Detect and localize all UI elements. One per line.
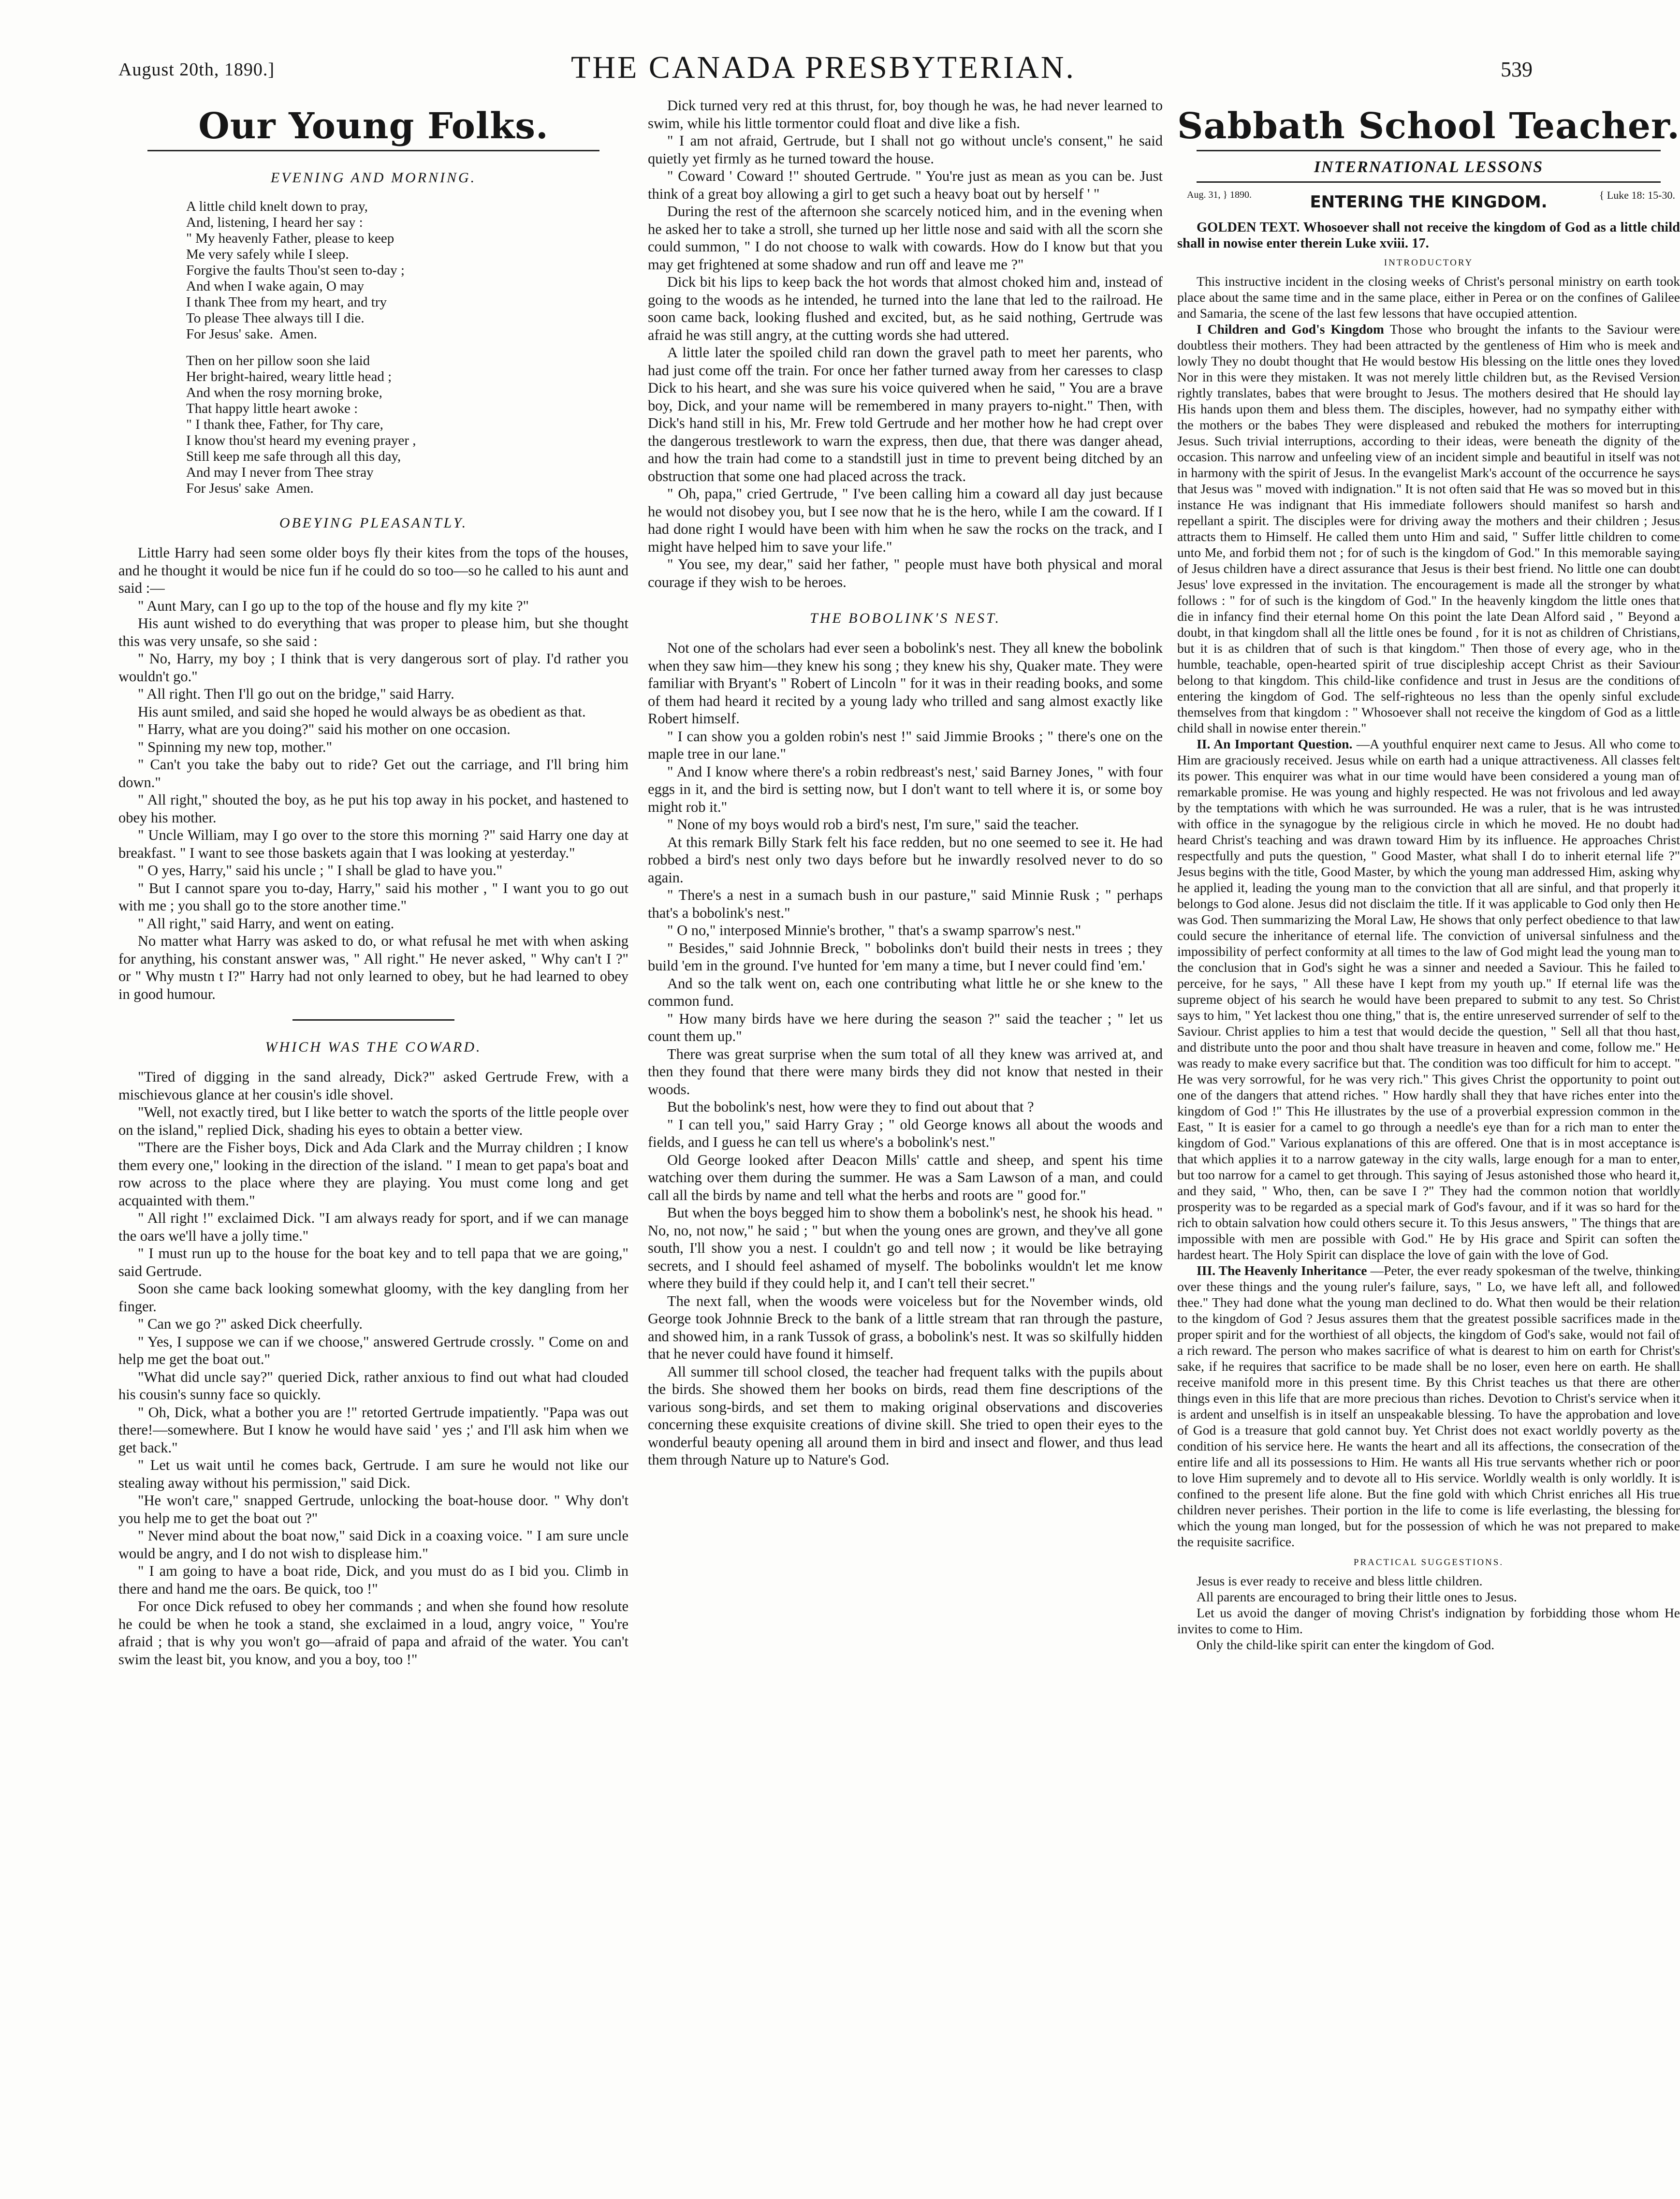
paragraph: During the rest of the afternoon she scarcely noticed him, and in the evening when he asked her to take a stroll, she turned up her little nose and said with all the scorn she could summon, " I do not choose to walk with cowards. How do I know but that you may get frightened at some shadow and run off and leave me ?" [648, 203, 1163, 273]
section-heading: I Children and God's Kingdom [1197, 321, 1390, 337]
lesson-reference: { Luke 18: 15-30. [1599, 189, 1675, 201]
poem-line: " I thank thee, Father, for Thy care, [186, 417, 383, 432]
paragraph: " I must run up to the house for the boat key and to tell papa that we are going," said Gertrude. [118, 1245, 628, 1279]
story-title: THE BOBOLINK'S NEST. [809, 610, 1001, 626]
divider [292, 1019, 454, 1021]
page-number: 539 [1501, 58, 1533, 81]
golden-text: GOLDEN TEXT. Whosoever shall not receive the kingdom of God as a little child shall in nowise enter therein Luke xviii. 17. [1177, 220, 1680, 251]
poem-stanza [186, 199, 628, 342]
issue-date: August 20th, 1890.] [118, 59, 275, 80]
paragraph: " But I cannot spare you to-day, Harry," said his mother , " I want you to go out with me ; you shall go to the store another time." [118, 880, 628, 914]
paragraph: " O no," interposed Minnie's brother, " that's a swamp sparrow's nest." [667, 922, 1081, 938]
right-column [1177, 97, 1680, 2176]
poem-line: Me very safely while I sleep. [186, 247, 349, 262]
paragraph: " None of my boys would rob a bird's nest, I'm sure," said the teacher. [667, 816, 1079, 833]
section-masthead: Our Young Folks. [198, 105, 549, 147]
poem-line: A little child knelt down to pray, [186, 199, 368, 214]
paragraph: Let us avoid the danger of moving Christ's indignation by forbidding those whom He invites to come to Him. [1177, 1605, 1680, 1636]
poem-line: Her bright-haired, weary little head ; [186, 369, 392, 384]
paragraph: Soon she came back looking somewhat gloomy, with the key dangling from her finger. [118, 1280, 628, 1315]
paragraph: " Oh, papa," cried Gertrude, " I've been calling him a coward all day just because he would not disobey you, but I see now that he is the hero, while I am the coward. If I had done right I would have been with him when he saw the rocks on the track, and I might have helped him to save your life." [648, 485, 1163, 555]
poem-line: And, listening, I heard her say : [186, 215, 363, 230]
paragraph: "He won't care," snapped Gertrude, unlocking the boat-house door. " Why don't you help me to get the boat out ?" [118, 1492, 628, 1526]
paragraph: " And I know where there's a robin redbreast's nest,' said Barney Jones, " with four eggs in it, and the bird is setting now, but I don't want to tell where it is, or some boy might rob it." [648, 763, 1163, 815]
paragraph: " How many birds have we here during the season ?" said the teacher ; " let us count them up." [648, 1010, 1163, 1044]
divider [147, 150, 599, 151]
section-heading: III. The Heavenly Inheritance [1197, 1262, 1371, 1278]
lesson-heading [1177, 190, 1680, 220]
paragraph: " Let us wait until he comes back, Gertrude. I am sure he would not like our stealing away without his permission," said Dick. [118, 1457, 628, 1491]
divider [1197, 181, 1661, 183]
poem-line: And when the rosy morning broke, [186, 385, 382, 400]
paragraph: " Oh, Dick, what a bother you are !" retorted Gertrude impatiently. "Papa was out there!—somewhere. But I know he would have said ' yes ;' and I'll ask him when we get back." [118, 1404, 628, 1456]
practical-label: PRACTICAL SUGGESTIONS. [1353, 1557, 1504, 1568]
divider [1197, 150, 1661, 151]
paragraph: All summer till school closed, the teacher had frequent talks with the pupils about the birds. She showed them her books on birds, read them fine descriptions of the various song-birds, and set them to making original observations and discoveries concerning these exquisite creations of divine skill. She tried to open their eyes to the wonderful beauty opening all around them in bird and insect and flower, and thus lead them through Nature up to Nature's God. [648, 1363, 1163, 1468]
poem-line: And when I wake again, O may [186, 279, 365, 294]
paragraph: " Coward ' Coward !" shouted Gertrude. " You're just as mean as you can be. Just think of a great boy allowing a girl to get such a heavy boat out by herself ' " [648, 168, 1163, 202]
story-body [648, 639, 1163, 1469]
story-title: WHICH WAS THE COWARD. [265, 1039, 482, 1055]
paragraph: " All right !" exclaimed Dick. "I am always ready for sport, and if we can manage the oars we'll have a jolly time." [118, 1210, 628, 1244]
poem-line: Still keep me safe through all this day, [186, 449, 401, 464]
paragraph: A little later the spoiled child ran down the gravel path to meet her parents, who had just come off the train. For once her father turned away from her caresses to clasp Dick to his heart, and she was sure his voice quivered when he said, " You are a brave boy, Dick, and your name will be remembered in many prayers to-night." Then, with Dick's hand still in his, Mr. Frew told Gertrude and her mother how he had crept over the dangerous trestlework to warn the express, then due, that there was danger ahead, and how the train had come to a standstill just in time to prevent being ditched by an obstruction that some one had placed across the track. [648, 344, 1163, 484]
paragraph: His aunt smiled, and said she hoped he would always be as obedient as that. [138, 703, 586, 720]
lesson-section [1177, 736, 1680, 1262]
paragraph: " Yes, I suppose we can if we choose," answered Gertrude crossly. " Come on and help me get the boat out." [118, 1333, 628, 1367]
paragraph: Jesus is ever ready to receive and bless little children. [1197, 1573, 1483, 1588]
poem-line: For Jesus' sake Amen. [186, 481, 314, 496]
section-text: —A youthful enquirer next came to Jesus. All who come to Him are graciously received. Jesus while on earth had a unique attractiveness. All classes felt its power. This enquirer was what in our time would have been considered a young man of remarkable promise. He was young and highly respected. He was not frivolous and led away by the temptations with which he was surrounded. He was a ruler, that is he was intrusted with office in the synagogue by the religious circle in which he moved. He no doubt had heard Christ's teaching and was drawn toward Him by its influence. He approaches Christ respectfully and puts the question, " Good Master, what shall I do to inherit eternal life ?" Jesus begins with the title, Good Master, by which the young man addressed Him, asking why he applied it, leading the young man to the conviction that all are sinful, and that properly it belongs to God alone. Jesus did not disclaim the title. If it was applicable to God only then He was God. Then summarizing the Moral Law, He shows that only perfect obedience to that law could secure the inheritance of eternal life. The conviction of universal sinfulness and the impossibility of perfect conformity at all times to the law of God might lead the young man to the conclusion that in God's sight he was a sinner and needed a Saviour. This he failed to perceive, for he says, " All these have I kept from my youth up." If eternal life was the supreme object of his search he would have been prepared to submit to any test. So Christ says to him, " Yet lackest thou one thing," that is, the entire unreserved surrender of self to the Saviour. Christ applies to him a test that would decide the question, " Sell all that thou hast, and distribute unto the poor and thou shalt have treasure in heaven and come, follow me." He was ready to make every sacrifice but that. The condition was too difficult for him to accept. " He was very sorrowful, for he was very rich." This gives Christ the opportunity to point out one of the dangers that attend riches. " How hardly shall they that have riches enter into the kingdom of God !" This He illustrates by the use of a proverbial expression common in the East, " It is easier for a camel to go through a needle's eye than for a rich man to enter the kingdom of God." Various explanations of this are offered. One that is in most acceptance is that which applies it to a narrow gateway in the city walls, large enough for a man to enter, but too narrow for a camel to get through. This saying of Jesus astonished those who heard it, and they said, " Who, then, can be save I ?" They had the common notion that worldly prosperity was to be regarded as a special mark of God's favour, and if it was so hard for the rich to obtain salvation how could others secure it. To this Jesus answers, " The things that are impossible with men are possible with God." He by His grace and Spirit can soften the hardest heart. The Holy Spirit can displace the love of gain with the love of God. [1177, 736, 1680, 1262]
paragraph: The next fall, when the woods were voiceless but for the November winds, old George took Johnnie Breck to the bank of a little stream that ran through the pasture, and showed him, in a rank Tussok of grass, a bobolink's nest. It was so skilfully hidden that he never could have found it himself. [648, 1292, 1163, 1362]
left-column [118, 97, 628, 2176]
story-body [118, 1068, 628, 1668]
paragraph: "Tired of digging in the sand already, Dick?" asked Gertrude Frew, with a mischievous glance at her cousin's idle shovel. [118, 1069, 628, 1103]
paragraph: "What did uncle say?" queried Dick, rather anxious to find out what had clouded his cousin's sunny face so quickly. [118, 1368, 628, 1403]
story-body [118, 544, 628, 1003]
lesson-date: Aug. 31, } 1890. [1187, 190, 1252, 200]
paragraph: " All right. Then I'll go out on the bridge," said Harry. [138, 686, 454, 702]
paragraph: " Aunt Mary, can I go up to the top of the house and fly my kite ?" [138, 597, 529, 614]
paragraph: But the bobolink's nest, how were they to find out about that ? [667, 1099, 1034, 1115]
section-heading: II. An Important Question. [1197, 736, 1357, 751]
lesson-section [1177, 321, 1680, 736]
poem-line: I know thou'st heard my evening prayer , [186, 433, 416, 448]
lesson-sections [1177, 321, 1680, 1550]
intro-text: This instructive incident in the closing weeks of Christ's personal ministry on earth took place about the same time and in the same place, either in Perea or on the confines of Galilee and Samaria, the scene of the last few lessons that have occupied attention. [1177, 273, 1680, 321]
paragraph: For once Dick refused to obey her commands ; and when she found how resolute he could be when he took a stand, she exclaimed in a loud, angry voice, " You're afraid ; that is why you won't go—afraid of papa and afraid of the water. You can't swim the least bit, you know, and you a boy, too !" [118, 1598, 628, 1668]
paragraph: Not one of the scholars had ever seen a bobolink's nest. They all knew the bobolink when they saw him—they knew his song ; they knew his shy, Quaker mate. They were familiar with Bryant's " Robert of Lincoln " for it was in their reading books, and some of them had heard it recited by a young lady who trilled and sang almost exactly like Robert himself. [648, 640, 1163, 727]
section-subhead: INTERNATIONAL LESSONS [1314, 158, 1544, 176]
paragraph: " Harry, what are you doing?" said his mother on one occasion. [138, 721, 511, 737]
poem-line: Forgive the faults Thou'st seen to-day ; [186, 263, 405, 278]
paragraph: But when the boys begged him to show them a bobolink's nest, he shook his head. " No, no, not now," he said ; " but when the young ones are grown, and they've all gone south, I'll show you a nest. I couldn't go and tell now ; it would be like betraying secrets, and I should feel ashamed of myself. The bobolinks wouldn't let me know where they build if they could help it, and I can't tell their secret." [648, 1204, 1163, 1291]
poem-line: That happy little heart awoke : [186, 401, 358, 416]
paragraph: Dick bit his lips to keep back the hot words that almost choked him and, instead of going to the woods as he intended, he turned into the lane that led to the railroad. He soon came back, looking flushed and excited, but, as he said nothing, Gertrude was afraid he was still angry, at the cutting words she had uttered. [648, 274, 1163, 343]
paragraph: " Besides," said Johnnie Breck, " bobolinks don't build their nests in trees ; they build 'em in the ground. I've hunted for 'em many a time, but I never could find 'em.' [648, 939, 1163, 974]
paragraph: No matter what Harry was asked to do, or what refusal he met with when asking for anything, his constant answer was, " All right." He never asked, " Why can't I ?" or " Why mustn t I?" Harry had not only learned to obey, but he had learned to obey in good humour. [118, 933, 628, 1002]
paragraph: " I can show you a golden robin's nest !" said Jimmie Brooks ; " there's one on the maple tree in our lane." [648, 728, 1163, 762]
paragraph: And so the talk went on, each one contributing what little he or she knew to the common fund. [648, 975, 1163, 1009]
paragraph: His aunt wished to do everything that was proper to please him, but she thought this was very unsafe, so she said : [118, 615, 628, 649]
paragraph: " I can tell you," said Harry Gray ; " old George knows all about the woods and fields, and I guess he can tell us where's a bobolink's nest." [648, 1116, 1163, 1150]
paragraph: "Well, not exactly tired, but I like better to watch the sports of the little people over on the island," replied Dick, shading his eyes to obtain a better view. [118, 1104, 628, 1138]
poem-line: " My heavenly Father, please to keep [186, 231, 394, 246]
paragraph: " O yes, Harry," said his uncle ; " I shall be glad to have you." [138, 862, 503, 879]
poem-title: EVENING AND MORNING. [270, 170, 477, 186]
paragraph: " Uncle William, may I go over to the store this morning ?" said Harry one day at breakfast. " I want to see those baskets again that I was looking at yesterday." [118, 827, 628, 861]
paragraph: There was great surprise when the sum total of all they knew was arrived at, and then they found that there were many birds they did not know that nested in their woods. [648, 1045, 1163, 1098]
paragraph: " Spinning my new top, mother." [138, 738, 332, 755]
middle-column [648, 97, 1163, 2176]
paragraph: " You see, my dear," said her father, " people must have both physical and moral courage if they wish to be heroes. [648, 556, 1163, 590]
paragraph: " Never mind about the boat now," said Dick in a coaxing voice. " I am sure uncle would be angry, and I do not wish to displease him." [118, 1527, 628, 1562]
story-body [648, 97, 1163, 591]
paragraph: " I am not afraid, Gertrude, but I shall not go without uncle's consent," he said quietly yet firmly as he turned toward the house. [648, 132, 1163, 167]
paragraph: Only the child-like spirit can enter the kingdom of God. [1197, 1637, 1495, 1652]
poem-line: For Jesus' sake. Amen. [186, 326, 318, 342]
paragraph: Old George looked after Deacon Mills' cattle and sheep, and spent his time watching over them during the summer. He was a Sam Lawson of a man, and could call all the birds by name and tell what the herbs and roots are " good for." [648, 1151, 1163, 1203]
paragraph: " I am going to have a boat ride, Dick, and you must do as I bid you. Climb in there and hand me the oars. Be quick, too !" [118, 1563, 628, 1597]
paragraph: " No, Harry, my boy ; I think that is very dangerous sort of play. I'd rather you wouldn't go." [118, 650, 628, 685]
poem-line: And may I never from Thee stray [186, 465, 374, 480]
paragraph: " All right," said Harry, and went on eating. [138, 915, 394, 932]
paragraph: "There are the Fisher boys, Dick and Ada Clark and the Murray children ; I know them every one," looking in the direction of the island. " I mean to get papa's boat and row across to the place where they are playing. You must come long and get acquainted with them." [118, 1139, 628, 1209]
newspaper-title: THE CANADA PRESBYTERIAN. [571, 50, 1076, 85]
story-title: OBEYING PLEASANTLY. [279, 515, 468, 531]
lesson-title: ENTERING THE KINGDOM. [1310, 192, 1548, 212]
section-text: —Peter, the ever ready spokesman of the twelve, thinking over these things and the young ruler's failure, says, " Lo, we have left all, and followed thee." They had done what the young man declined to do. What then would be their relation to the kingdom of God ? Jesus assures them that the greatest possible sacrifices made in the proper spirit and for the worthiest of all objects, the kingdom of God's sake, would not fail of a rich reward. The person who makes sacrifice of what is dearest to him on earth for Christ's sake, if he requires that sacrifice to be made shall be no loser, even here on earth. He shall receive manifold more in this present time. By this Christ teaches us that there are other things even in this life that are more precious than riches. Devotion to Christ's service when it is ardent and unselfish is in itself an unspeakable blessing. To have the approbation and love of God is a treasure that gold cannot buy. Yet Christ does not exact worldly poverty as the condition of his service here. He wants the heart and all its affections, the consecration of the entire life and all its possessions to Him. He wants all His true servants whether rich or poor to love Him supremely and to devote all to His service. Worldly wealth is only worldly. It is confined to the present life alone. But the fine gold with which Christ enriches all His true children never perishes. Their portion in the life to come is life everlasting, the blessing for which the young man longed, but for the possession of which he was not prepared to make the requisite sacrifice. [1177, 1262, 1680, 1549]
paragraph: " Can't you take the baby out to ride? Get out the carriage, and I'll bring him down." [118, 756, 628, 791]
intro-label: INTRODUCTORY [1384, 257, 1474, 268]
paragraph: Little Harry had seen some older boys fly their kites from the tops of the houses, and he thought it would be nice fun if he could do so too—so he called to his aunt and said :— [118, 544, 628, 596]
poem-line: I thank Thee from my heart, and try [186, 294, 387, 310]
poem-line: Then on her pillow soon she laid [186, 353, 370, 368]
poem-stanza [186, 353, 628, 497]
poem [186, 199, 628, 497]
poem-line: To please Thee always till I die. [186, 310, 365, 326]
paragraph: Dick turned very red at this thrust, for, boy though he was, he had never learned to swim, while his little tormentor could float and dive like a fish. [648, 97, 1163, 132]
paragraph: At this remark Billy Stark felt his face redden, but no one seemed to see it. He had robbed a bird's nest only two days before but he inwardly resolved never to do so again. [648, 834, 1163, 886]
section-text: Those who brought the infants to the Saviour were doubtless their mothers. They had been attracted by the gentleness of Him who is meek and lowly They no doubt thought that He would bestow His blessing on the little ones they loved Nor in this were they mistaken. It was not merely little children but, as the Revised Version rightly translates, babes that were brought to Jesus. The mothers desired that He should lay His hands upon them and bless them. The disciples, however, had no sympathy either with the mothers or the babes They were displeased and rebuked the mothers for interrupting Jesus. Such trivial interruptions, according to their ideas, were beneath the dignity of the occasion. This narrow and unfeeling view of an incident simple and beautiful in itself was not in harmony with the spirit of Jesus. In the evangelist Mark's account of the occurrence he says that Jesus was " moved with indignation." It is not often said that He was so moved but in this instance He was indignant that His immediate followers should manifest so harsh and repellant a spirit. The disciples were for driving away the mothers and their children ; Jesus attracts them to Himself. He called them unto Him and said, " Suffer little children to come unto Me, and forbid them not ; for of such is the kingdom of God." In this memorable saying of Jesus children have a direct assurance that Jesus is their best friend. No little one can doubt Jesus' love expressed in the invitation. The encouragement is made all the stronger by what follows : " for of such is the kingdom of God." In the heavenly kingdom the little ones that die in infancy find their eternal home On this point the late Dean Alford said , " Beyond a doubt, in that kingdom shall all the little ones be found , for it is not as children of Christians, but it is as children that of such is that kingdom." Then those of every age, who in the humble, teachable, open-hearted spirit of true discipleship accept Christ as their Saviour belong to that kingdom. This child-like confidence and trust in Jesus are the conditions of entering the kingdom of God. The self-righteous no less than the openly sinful exclude themselves from that kingdom : " Whosoever shall not receive the kingdom of God as a little child shall in nowise enter therein." [1177, 321, 1680, 735]
paragraph: All parents are encouraged to bring their little ones to Jesus. [1197, 1589, 1517, 1604]
paragraph: " There's a nest in a sumach bush in our pasture," said Minnie Rusk ; " perhaps that's a bobolink's nest." [648, 887, 1163, 921]
section-masthead: Sabbath School Teacher. [1177, 105, 1680, 147]
paragraph: " Can we go ?" asked Dick cheerfully. [138, 1316, 363, 1332]
paragraph: " All right," shouted the boy, as he put his top away in his pocket, and hastened to obey his mother. [118, 792, 628, 826]
page-header [0, 0, 1647, 97]
practical-suggestions [1177, 1573, 1680, 1653]
lesson-section [1177, 1262, 1680, 1550]
